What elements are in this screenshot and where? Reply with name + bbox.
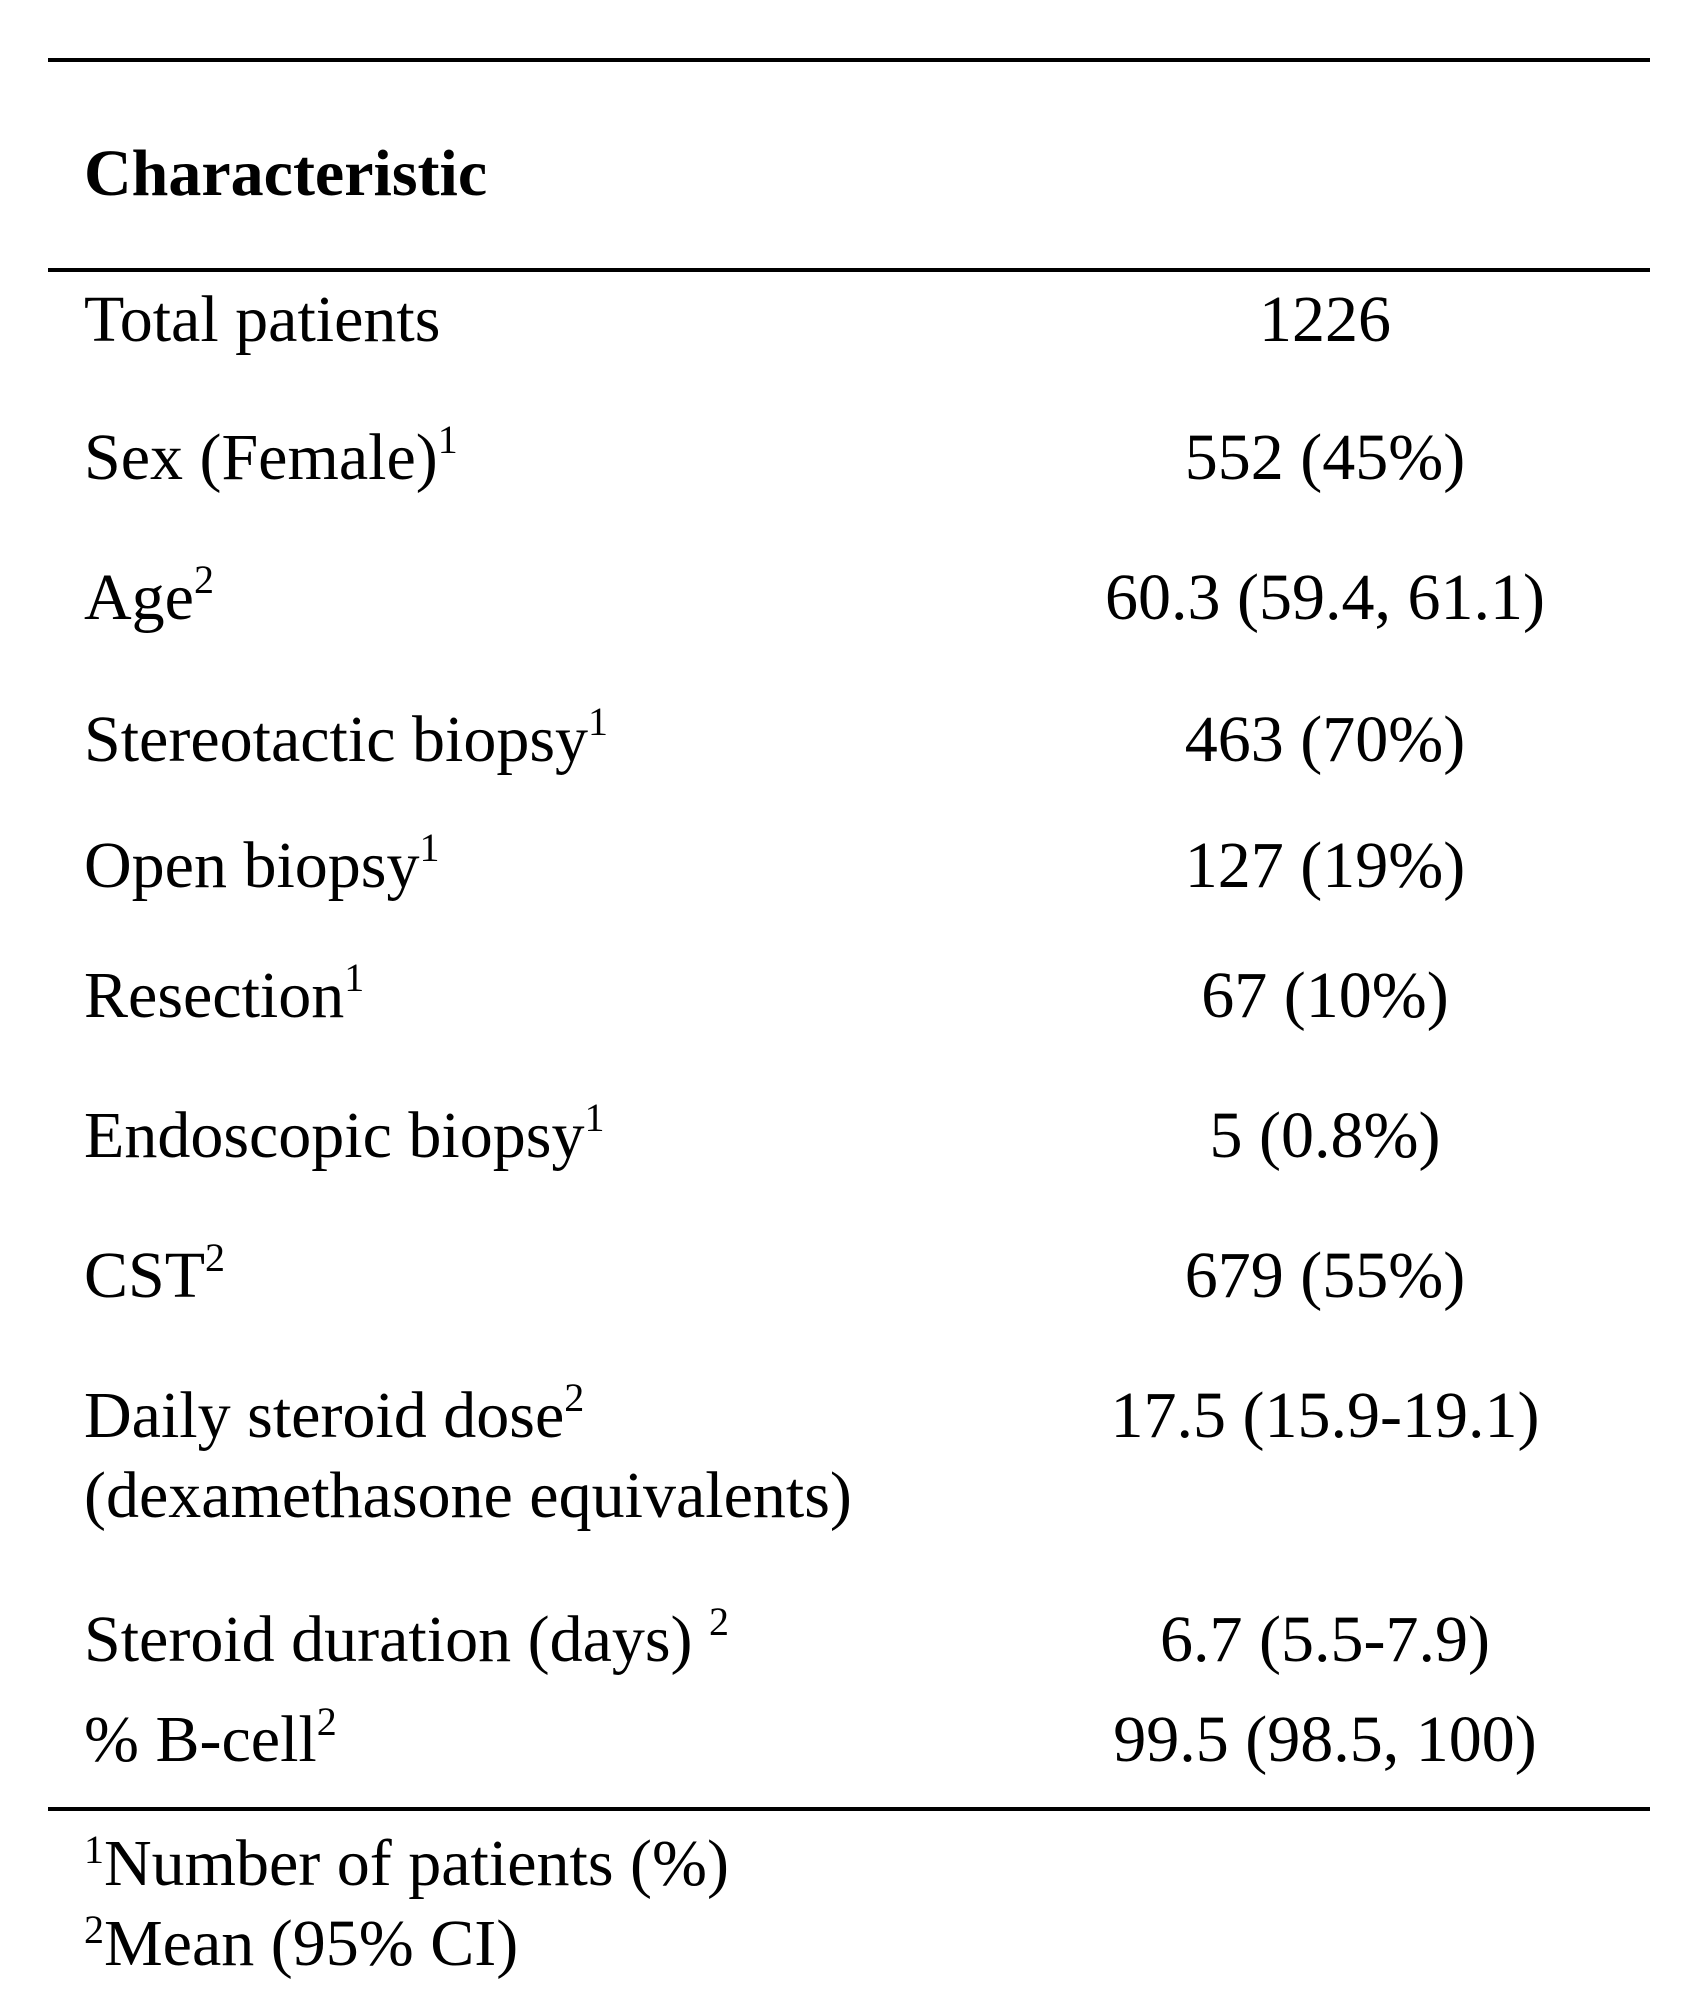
row-label: Sex (Female)$^1$ xyxy=(84,417,458,494)
row-label-continuation: (dexamethasone equivalents) xyxy=(84,1459,852,1532)
table-row xyxy=(0,1376,1706,1540)
footnote-marker: 1 xyxy=(419,825,440,870)
footnote-2: $^2$Mean (95% CI) xyxy=(84,1907,519,1980)
footnote-marker: 2 xyxy=(564,1375,585,1420)
row-value: 6.7 (5.5-7.9) xyxy=(1160,1603,1490,1676)
row-value: 60.3 (59.4, 61.1) xyxy=(1105,561,1545,634)
footnote-marker: 2 xyxy=(205,1235,226,1280)
table-row xyxy=(0,700,1706,780)
row-value: 5 (0.8%) xyxy=(1209,1099,1441,1172)
row-label: Age$^2$ xyxy=(84,557,214,634)
table-row xyxy=(0,558,1706,638)
table-row xyxy=(0,280,1706,360)
table-bottom-rule xyxy=(48,1807,1650,1811)
row-value: 463 (70%) xyxy=(1184,703,1466,776)
column-header-characteristic: Characteristic xyxy=(84,137,488,210)
row-label: Stereotactic biopsy$^1$ xyxy=(84,699,609,776)
footnote-marker: 1 xyxy=(437,417,458,462)
table-row xyxy=(0,826,1706,906)
row-label: CST$^2$ xyxy=(84,1235,226,1312)
footnote-marker: 1 xyxy=(588,699,609,744)
row-label: Daily steroid dose$^2$ (dexamethasone equivalents) xyxy=(84,1376,852,1536)
footnote-marker: 2 xyxy=(316,1699,337,1744)
row-value: 1226 xyxy=(1259,283,1391,356)
table-row xyxy=(0,956,1706,1036)
footnote-marker: 1 xyxy=(584,1095,605,1140)
table-row xyxy=(0,1600,1706,1680)
header-rule xyxy=(48,268,1650,272)
table-row xyxy=(0,1236,1706,1316)
row-value: 127 (19%) xyxy=(1184,829,1466,902)
row-label: Steroid duration (days) $^2$ xyxy=(84,1599,730,1676)
row-value: 99.5 (98.5, 100) xyxy=(1113,1703,1537,1776)
row-value: 17.5 (15.9-19.1) xyxy=(1110,1379,1540,1452)
footnote-marker: 1 xyxy=(344,955,365,1000)
row-value: 679 (55%) xyxy=(1184,1239,1466,1312)
table-row xyxy=(0,1700,1706,1780)
row-label: Total patients xyxy=(84,283,441,356)
table-top-rule xyxy=(48,58,1650,62)
table-row xyxy=(0,1096,1706,1176)
table-row xyxy=(0,418,1706,498)
row-label: % B-cell$^2$ xyxy=(84,1699,337,1776)
footnote-marker: 2 xyxy=(84,1907,104,1952)
footnote-marker: 2 xyxy=(709,1599,730,1644)
row-label: Open biopsy$^1$ xyxy=(84,825,440,902)
footnote-1: $^1$Number of patients (%) xyxy=(84,1827,729,1900)
row-value: 67 (10%) xyxy=(1201,959,1449,1032)
row-value: 552 (45%) xyxy=(1184,421,1466,494)
footnote-marker: 2 xyxy=(193,557,214,602)
row-label: Endoscopic biopsy$^1$ xyxy=(84,1095,605,1172)
row-label: Resection$^1$ xyxy=(84,955,365,1032)
footnote-marker: 1 xyxy=(84,1827,104,1872)
